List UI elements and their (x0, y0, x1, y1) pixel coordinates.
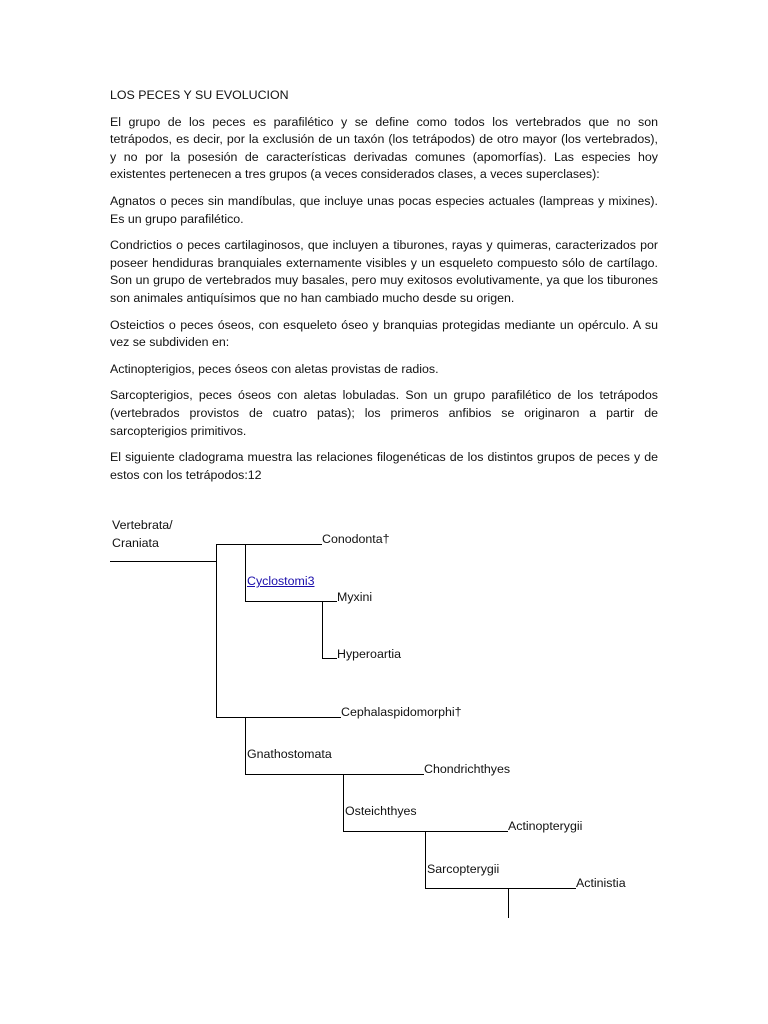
root-branch-line (110, 561, 217, 562)
paragraph-sarcopterigios: Sarcopterigios, peces óseos con aletas lobuladas. Son un grupo parafilético de los tetrápodos (vertebrados provistos de cuatro patas); los primeros anfibios se originaron a partir de sarcopterigios primitivos. (110, 388, 658, 438)
sarcopterygii-node-line (425, 831, 426, 888)
clade-label-chondrichthyes: Chondrichthyes (424, 762, 511, 776)
gnathostomata-node-line (245, 717, 246, 774)
clade-label-vertebrata: Vertebrata/ (112, 518, 173, 532)
document-title: LOS PECES Y SU EVOLUCION (110, 88, 289, 102)
sarcopterygii-branch-line (425, 888, 576, 889)
clade-label-hyperoartia: Hyperoartia (337, 647, 402, 661)
tetrapod-continuation-line (508, 888, 509, 918)
paragraph-intro: El grupo de los peces es parafilético y se define como todos los vertebrados que no son tetrápodos, es decir, por la exclusión de un taxón (los tetrápodos) de otro mayor (los vertebrados), y no por la posesión de características derivadas comunes (apomorfías). Las especies hoy existentes pertenecen a tres grupos (a veces considerados clases, a veces superclases): (110, 114, 658, 182)
gnathostomata-branch-line (245, 774, 424, 775)
clade-label-actinopterygii: Actinopterygii (508, 819, 583, 833)
paragraph-actinopterigios: Actinopterigios, peces óseos con aletas provistas de radios. (110, 361, 439, 376)
osteichthyes-node-line (343, 774, 344, 831)
clade-label-myxini: Myxini (337, 590, 373, 604)
hyperoartia-branch-line (322, 658, 337, 659)
clade-label-conodonta: Conodonta† (322, 532, 390, 546)
clade-label-actinistia: Actinistia (576, 876, 626, 890)
cephalaspidomorphi-branch-line (216, 717, 341, 718)
clade-label-cephalaspidomorphi: Cephalaspidomorphi† (341, 705, 462, 719)
clade-label-craniata: Craniata (112, 536, 159, 550)
main-node-line (216, 544, 217, 717)
paragraph-agnatos: Agnatos o peces sin mandíbulas, que incluye unas pocas especies actuales (lampreas y mixines). Es un grupo parafilético. (110, 193, 658, 226)
clade-label-osteichthyes: Osteichthyes (345, 804, 417, 818)
clade-link-cyclostomi[interactable]: Cyclostomi3 (247, 574, 315, 588)
osteichthyes-branch-line (343, 831, 508, 832)
myxini-hyperoartia-node-line (322, 601, 323, 658)
conodonta-branch-line (216, 544, 322, 545)
document-body (110, 87, 658, 493)
cyclostomi-branch-line (245, 601, 337, 602)
clade-label-sarcopterygii: Sarcopterygii (427, 862, 500, 876)
cyclostomi-node-line (245, 544, 246, 601)
paragraph-cladogram-intro: El siguiente cladograma muestra las relaciones filogenéticas de los distintos grupos de peces y de estos con los tetrápodos:12 (110, 450, 658, 482)
clade-label-gnathostomata: Gnathostomata (247, 747, 332, 761)
paragraph-condrictios: Condrictios o peces cartilaginosos, que incluyen a tiburones, rayas y quimeras, caracterizados por poseer hendiduras branquiales externamente visibles y un esqueleto compuesto sólo de cartílago. Son un grupo de vertebrados muy basales, pero muy exitosos evolutivamente, ya que los tiburones son animales antiquísimos que no han cambiado mucho desde su origen. (110, 238, 658, 305)
paragraph-osteictios: Osteictios o peces óseos, con esqueleto óseo y branquias protegidas mediante un opérculo. A su vez se subdividen en: (110, 317, 658, 350)
